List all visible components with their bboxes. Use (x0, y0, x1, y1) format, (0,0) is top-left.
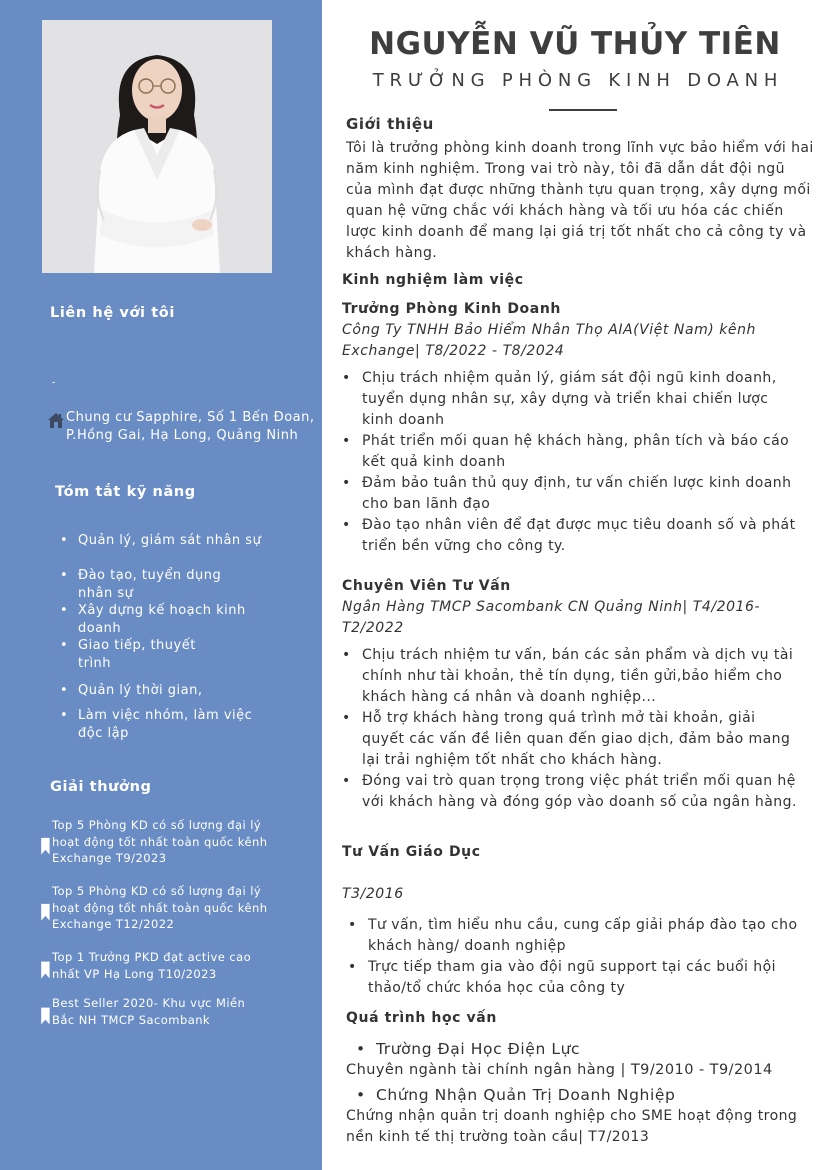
profile-photo (42, 20, 272, 273)
intro-text: Tôi là trưởng phòng kinh doanh trong lĩnh vực bảo hiểm với hai năm kinh nghiệm. Trong vai trò này, tôi đã dẫn dắt đội ngũ của mình đạt được những thành tựu quan trọng, xây dựng mối quan hệ vững chắc với khách hàng và tối ưu hóa các chiến lược kinh doanh để mang lại giá trị tốt nhất cho cả công ty và khách hàng. (346, 140, 814, 261)
bookmark-icon (40, 826, 52, 867)
bookmark-icon (40, 892, 52, 933)
education-name: • Trường Đại Học Điện Lực (356, 1040, 581, 1058)
person-name: NGUYỄN VŨ THỦY TIÊN (369, 26, 781, 62)
duty-item: • Hỗ trợ khách hàng trong quá trình mở tài khoản, giải quyết các vấn đề liên quan đến giao dịch, đảm bảo mang lại trải nghiệm tốt nhất cho khách hàng. (342, 710, 791, 768)
main-content (322, 0, 828, 1170)
bookmark-icon (40, 1004, 52, 1028)
skill-item: • Đào tạo, tuyển dụng nhân sự (60, 568, 222, 601)
award-item: Top 5 Phòng KD có số lượng đại lý hoạt động tốt nhất toàn quốc kênh Exchange T9/2023 (40, 817, 290, 867)
job-company: Công Ty TNHH Bảo Hiểm Nhân Thọ AIA(Việt Nam) kênh Exchange| T8/2022 - T8/2024 (342, 322, 756, 359)
job-title: Chuyên Viên Tư Vấn (342, 578, 511, 594)
contact-heading: Liên hệ với tôi (50, 305, 175, 321)
duty-item: • Phát triển mối quan hệ khách hàng, phân tích và báo cáo kết quả kinh doanh (342, 433, 790, 470)
job-title: Tư Vấn Giáo Dục (342, 844, 481, 860)
job-company: Ngân Hàng TMCP Sacombank CN Quảng Ninh| T4/2016-T2/2022 (342, 599, 761, 636)
education-detail: Chuyên ngành tài chính ngân hàng | T9/2010 - T9/2014 (346, 1062, 773, 1078)
education-detail: Chứng nhận quản trị doanh nghiệp cho SME hoạt động trong nền kinh tế thị trường toàn cầu| T7/2013 (346, 1108, 798, 1145)
title-divider (549, 109, 617, 111)
skill-item: • Giao tiếp, thuyết trình (60, 638, 196, 671)
award-item: Top 5 Phòng KD có số lượng đại lý hoạt động tốt nhất toàn quốc kênh Exchange T12/2022 (40, 883, 290, 933)
duty-item: • Tư vấn, tìm hiểu nhu cầu, cung cấp giải pháp đào tạo cho khách hàng/ doanh nghiệp (348, 917, 798, 954)
address-row (46, 409, 322, 445)
job-duties (342, 645, 802, 813)
skill-item: • Quản lý thời gian, (60, 683, 203, 698)
job-duties (342, 368, 797, 557)
intro-heading: Giới thiệu (346, 115, 434, 133)
address-text: Chung cư Sapphire, Số 1 Bến Đoan, P.Hồng Gai, Hạ Long, Quảng Ninh (66, 410, 315, 443)
skill-item: • Làm việc nhóm, làm việc độc lập (60, 708, 253, 741)
skill-item: • Xây dựng kế hoạch kinh doanh (60, 603, 246, 636)
duty-item: • Trực tiếp tham gia vào đội ngũ support tại các buổi hội thảo/tổ chức khóa học của công ty (348, 959, 776, 996)
education-heading: Quá trình học vấn (346, 1010, 497, 1026)
duty-item: • Đảm bảo tuân thủ quy định, tư vấn chiến lược kinh doanh cho ban lãnh đạo (342, 475, 792, 512)
experience-heading: Kinh nghiệm làm việc (342, 272, 524, 288)
duty-item: • Chịu trách nhiệm tư vấn, bán các sản phẩm và dịch vụ tài chính như tài khoản, thẻ tín dụng, tiền gửi,bảo hiểm cho khách hàng cá nhân và doanh nghiệp... (342, 647, 794, 705)
home-icon (46, 410, 66, 430)
duty-item: • Đóng vai trò quan trọng trong việc phát triển mối quan hệ với khách hàng và đóng góp vào doanh số của ngân hàng. (342, 773, 797, 810)
skill-item: • Quản lý, giám sát nhân sự (60, 533, 262, 548)
duty-item: • Đào tạo nhân viên để đạt được mục tiêu doanh số và phát triển bền vững cho công ty. (342, 517, 796, 554)
person-title: TRƯỞNG PHÒNG KINH DOANH (372, 70, 784, 91)
award-item: Top 1 Trưởng PKD đạt active cao nhất VP Hạ Long T10/2023 (40, 949, 265, 982)
contact-separator (52, 382, 55, 383)
duty-item: • Chịu trách nhiệm quản lý, giám sát đội ngũ kinh doanh, tuyển dụng nhân sự, xây dựng và triển khai chiến lược kinh doanh (342, 370, 777, 428)
job-title: Trưởng Phòng Kinh Doanh (342, 301, 561, 317)
skills-heading: Tóm tắt kỹ năng (55, 484, 196, 500)
award-item: Best Seller 2020- Khu vực Miền Bắc NH TMCP Sacombank (40, 995, 265, 1028)
awards-heading: Giải thưởng (50, 779, 152, 795)
job-company: T3/2016 (342, 886, 404, 902)
job-duties (348, 915, 813, 999)
education-name: • Chứng Nhận Quản Trị Doanh Nghiệp (356, 1086, 676, 1104)
bookmark-icon (40, 958, 52, 982)
sidebar (0, 0, 322, 1170)
